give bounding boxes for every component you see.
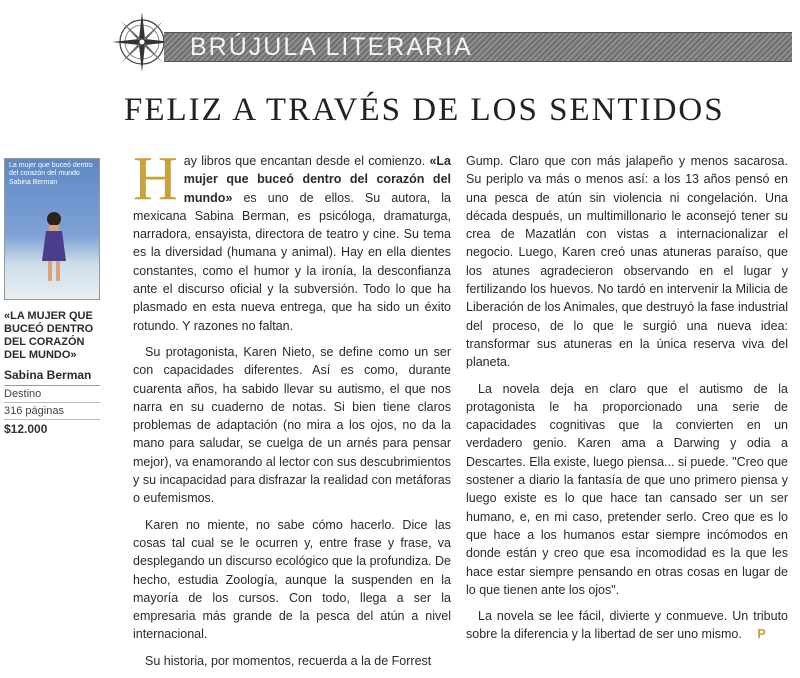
paragraph-5: La novela deja en claro que el autismo de la protagonista le ha proporcionado una serie de capacidades cognitivas que la convierten en un verdadero genio. Karen ama a Darwing y odia a Descartes. Ella existe, luego piensa... si puede. "Creo que sostener a diario la fantasía de que uno primero piensa y luego existe es lo que hace tan cansado ser un ser humano, e, en mi caso, pretender serlo. Creo que es lo que hace a los humanos estar siempre incómodos en donde están y creo que esa incomodidad es la que les hace estar siempre pensando en otras cosas en lugar de lo que tienen ante los ojos". bbox=[466, 381, 788, 597]
paragraph-3: Karen no miente, no sabe cómo hacerlo. Dice las cosas tal cual se le ocurren y, entre frase y frase, va desplegando un discurso ecológico que la profundiza. De hecho, estudia Zoología, aunque la suspenden en la mayoría de los cursos. Con todo, llega a ser la empresaria más grande de la pesca del atún a nivel internacional. bbox=[133, 517, 451, 642]
article-headline: FELIZ A TRAVÉS DE LOS SENTIDOS bbox=[124, 92, 725, 128]
girl-figure-icon bbox=[41, 211, 67, 291]
paragraph-2: Su protagonista, Karen Nieto, se define como un ser con capacidades diferentes. Así es como, durante cuarenta años, ha sabido llevar su autismo, el que nos narra en su cuaderno de notas. Si bien tiene claros problemas de adaptación (no mira a los ojos, no da la mano para saludar, se cuelga de un arnés para pensar mejor), va enamorando al lector con sus descubrimientos y su incapacidad para disfrazar la realidad con metáforas o eufemismos. bbox=[133, 344, 451, 506]
book-price: $12.000 bbox=[4, 422, 48, 436]
book-author: Sabina Berman bbox=[4, 368, 100, 386]
paragraph-1: H ay libros que encantan desde el comienzo. «La mujer que buceó dentro del corazón del mundo» es uno de ellos. Su autora, la mexicana Sabina Berman, es psicóloga, dramaturga, narradora, ensayista, directora de teatro y cine. Su tema es la diversidad (humana y animal). Hay en ella dientes constantes, como el humor y la ironía, la desconfianza ante el discurso oficial y la subversión. Todo lo que ha plasmado en esta nueva entrega, que ha sido un éxito rotundo. Y razones no faltan. bbox=[133, 145, 451, 333]
column-title-bar bbox=[164, 32, 792, 62]
paragraph-4-continued: Gump. Claro que con más jalapeño y menos sacarosa. Su periplo va más o menos así: a los 13 años pensó en una pesca de atún sin violencia ni congelación. Una década después, un multimillonario le aconsejó tener su crea de Mazatlán con vistas a internacionalizar el negocio. Luego, Karen creó unas atuneras paraíso, que los atunes agradecieron observando en el lugar y fertilizando los huevos. No tardó en intervenir la Milicia de Liberación de los Animales, que destruyó la fase industrial del proceso, de lo que le surgió una nueva idea: transformar sus atuneras en la única reserva viva del planeta. bbox=[466, 154, 788, 370]
book-pages: 316 páginas bbox=[4, 403, 100, 420]
book-info-sidebar bbox=[4, 158, 100, 436]
book-title: «LA MUJER QUE BUCEÓ DENTRO DEL CORAZÓN DEL MUNDO» bbox=[4, 310, 94, 361]
book-publisher: Destino bbox=[4, 386, 100, 403]
article-column-left bbox=[133, 145, 451, 678]
cover-title: La mujer que buceó dentro del corazón del mundo Sabina Berman bbox=[9, 162, 95, 187]
article-column-right bbox=[466, 152, 788, 652]
column-title: BRÚJULA LITERARIA bbox=[190, 32, 473, 61]
paragraph-6: La novela se lee fácil, divierte y conmueve. Un tributo sobre la diferencia y la libertad de ser uno mismo. P bbox=[466, 607, 788, 644]
end-mark-icon: P bbox=[757, 627, 766, 642]
column-header bbox=[112, 18, 792, 62]
book-title-inline: «La mujer que buceó dentro del corazón del mundo» bbox=[183, 154, 451, 205]
cover-author: Sabina Berman bbox=[9, 179, 58, 186]
paragraph-4-start: Su historia, por momentos, recuerda a la de Forrest bbox=[145, 653, 432, 668]
drop-cap: H bbox=[133, 145, 178, 213]
book-cover-image bbox=[4, 158, 100, 300]
